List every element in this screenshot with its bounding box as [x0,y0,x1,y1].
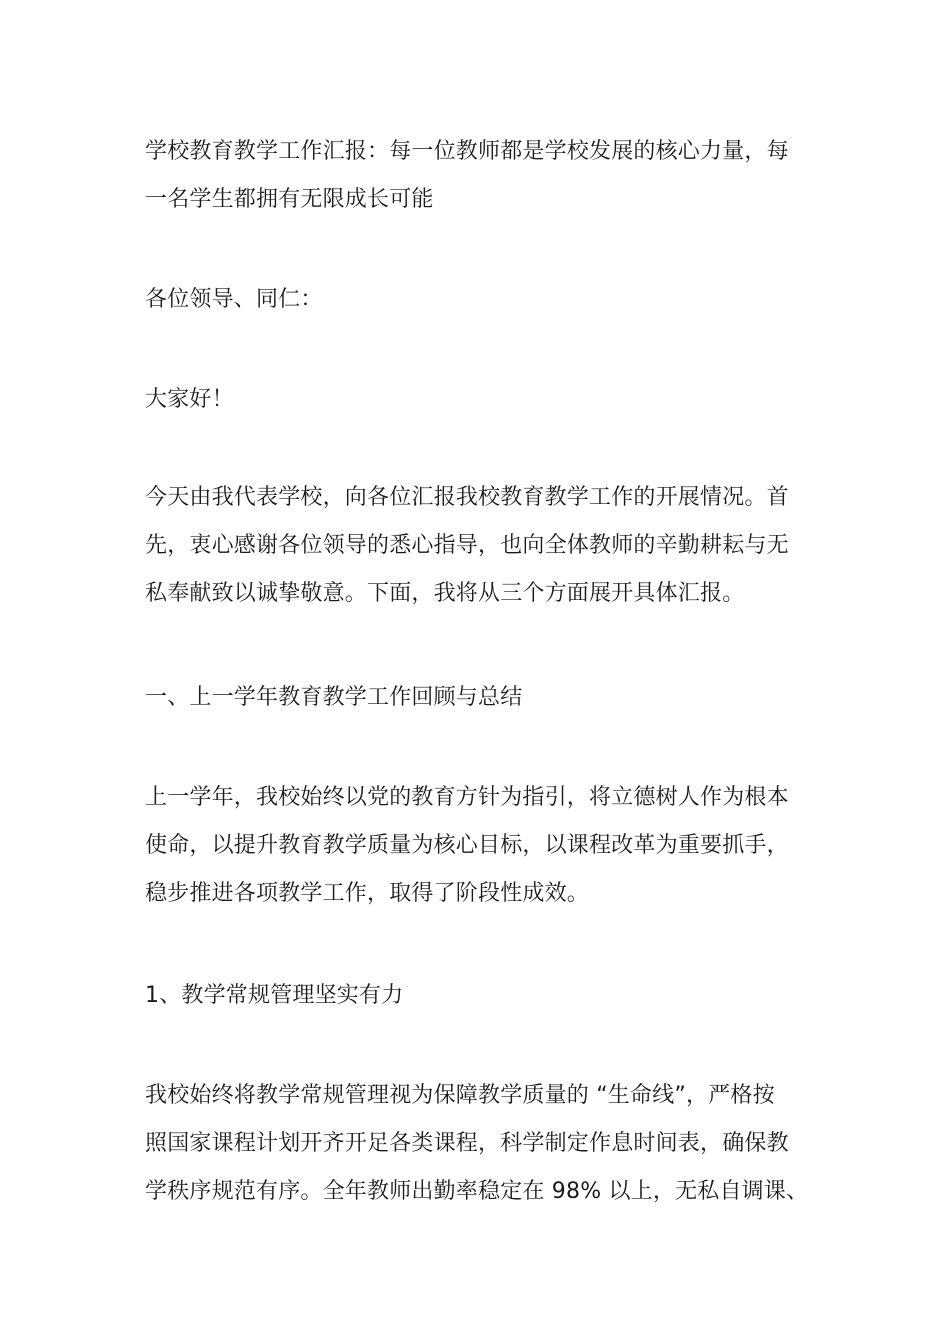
section-1-line-3: 稳步推进各项教学工作，取得了阶段性成效。 [145,881,590,906]
section-1-paragraph [145,774,810,918]
intro-line-2: 先，衷心感谢各位领导的悉心指导，也向全体教师的辛勤耕耘与无 [145,533,789,558]
section-1-line-2: 使命，以提升教育教学质量为核心目标，以课程改革为重要抓手， [145,833,789,858]
intro-paragraph [145,474,810,618]
intro-line-1: 今天由我代表学校，向各位汇报我校教育教学工作的开展情况。首 [145,485,789,510]
title-line-1: 学校教育教学工作汇报：每一位教师都是学校发展的核心力量，每 [145,139,789,164]
subsection-1-paragraph [145,1072,810,1216]
section-1-line-1: 上一学年，我校始终以党的教育方针为指引，将立德树人作为根本 [145,785,789,810]
subsection-1-line-2: 照国家课程计划开齐开足各类课程，科学制定作息时间表，确保教 [145,1131,789,1156]
greeting: 大家好！ [145,387,234,412]
section-1-heading: 一、上一学年教育教学工作回顾与总结 [145,685,523,710]
salutation: 各位领导、同仁： [145,287,323,312]
title-line-2: 一名学生都拥有无限成长可能 [145,187,434,212]
intro-line-3: 私奉献致以诚挚敬意。下面，我将从三个方面展开具体汇报。 [145,581,745,606]
document-title [145,128,810,224]
subsection-1-line-1: 我校始终将教学常规管理视为保障教学质量的 “生命线”，严格按 [145,1083,775,1108]
subsection-1-heading: 1、教学常规管理坚实有力 [145,983,404,1008]
subsection-1-line-3: 学秩序规范有序。全年教师出勤率稳定在 98% 以上，无私自调课、 [145,1179,809,1204]
